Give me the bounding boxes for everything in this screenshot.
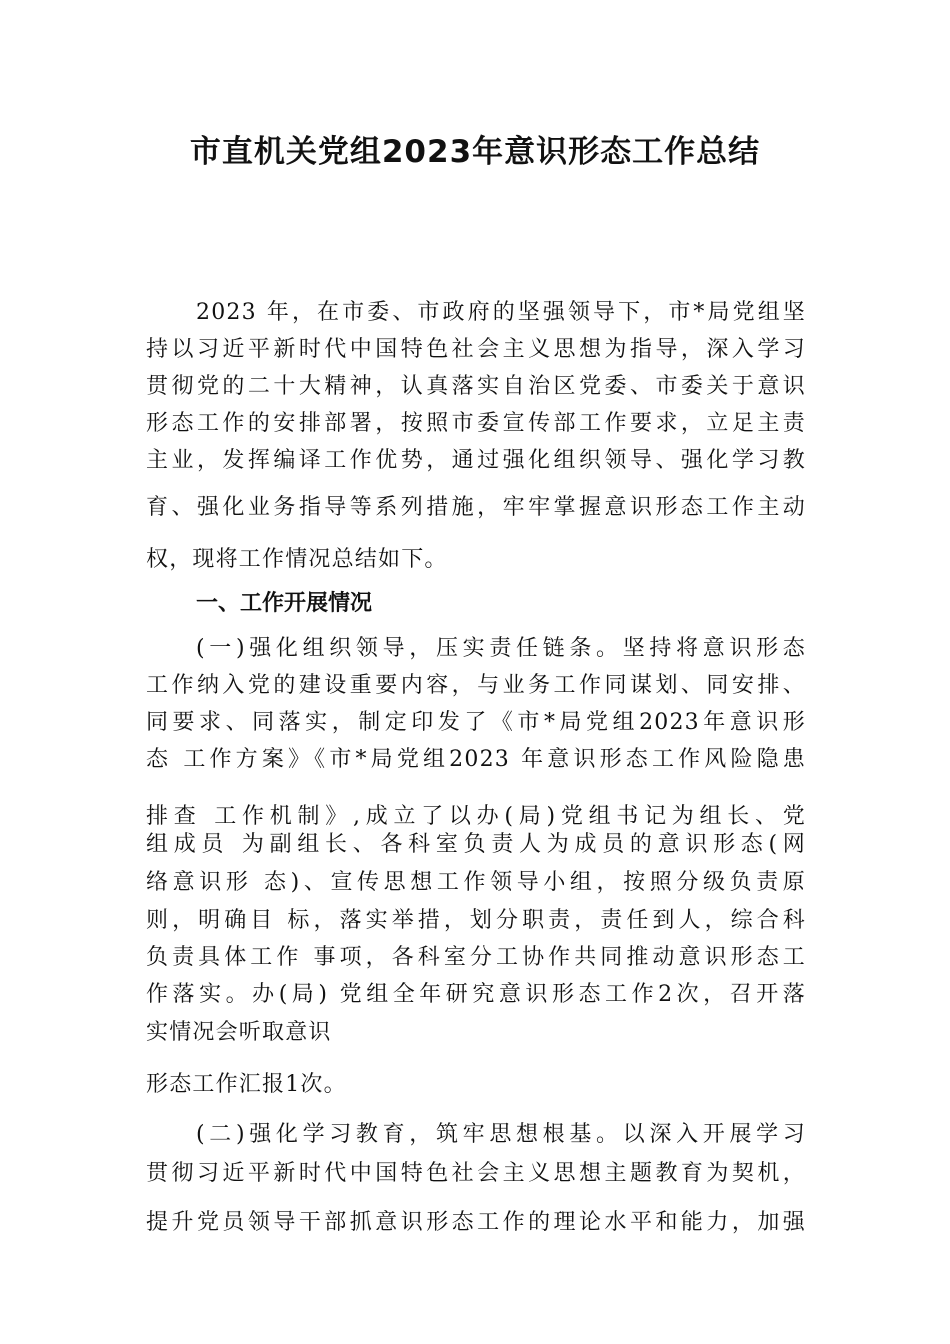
paragraph-line: 贯彻习近平新时代中国特色社会主义思想主题教育为契机， [146,1161,806,1186]
paragraph-line: (二)强化学习教育，筑牢思想根基。以深入开展学习 [196,1122,806,1147]
paragraph-line: 形态工作汇报1次。 [146,1072,347,1097]
intro-line: 主业，发挥编译工作优势，通过强化组织领导、强化学习教 [146,448,806,473]
paragraph-line: (一)强化组织领导，压实责任链条。坚持将意识形态 [196,636,806,661]
paragraph-line: 工作纳入党的建设重要内容，与业务工作同谋划、同安排、 [146,673,806,698]
paragraph-line: 态 工作方案》《市*局党组2023 年意识形态工作风险隐患 [146,747,806,772]
document-title: 市直机关党组2023年意识形态工作总结 [189,134,761,170]
section-heading: 一、工作开展情况 [196,591,373,616]
paragraph-line: 负责具体工作 事项，各科室分工协作共同推动意识形态工 [146,945,806,970]
intro-line: 贯彻党的二十大精神，认真落实自治区党委、市委关于意识 [146,374,806,399]
intro-line: 形态工作的安排部署，按照市委宣传部工作要求，立足主责 [146,411,806,436]
paragraph-line: 排查 工作机制》,成立了以办(局)党组书记为组长、党 [146,804,806,829]
paragraph-line: 则，明确目 标，落实举措，划分职责，责任到人，综合科 [146,908,806,933]
paragraph-line: 同要求、同落实，制定印发了《市*局党组2023年意识形 [146,710,806,735]
intro-line: 权，现将工作情况总结如下。 [146,547,448,572]
paragraph-line: 络意识形 态)、宣传思想工作领导小组，按照分级负责原 [146,870,806,895]
paragraph-line: 实情况会听取意识 [146,1020,332,1045]
intro-line: 2023 年，在市委、市政府的坚强领导下，市*局党组坚 [196,300,806,325]
paragraph-line: 提升党员领导干部抓意识形态工作的理论水平和能力，加强 [146,1210,806,1235]
paragraph-line: 作落实。办(局) 党组全年研究意识形态工作2次，召开落 [146,982,806,1007]
paragraph-line: 组成员 为副组长、各科室负责人为成员的意识形态(网 [146,832,806,857]
intro-line: 育、强化业务指导等系列措施，牢牢掌握意识形态工作主动 [146,495,806,520]
intro-line: 持以习近平新时代中国特色社会主义思想为指导，深入学习 [146,337,806,362]
